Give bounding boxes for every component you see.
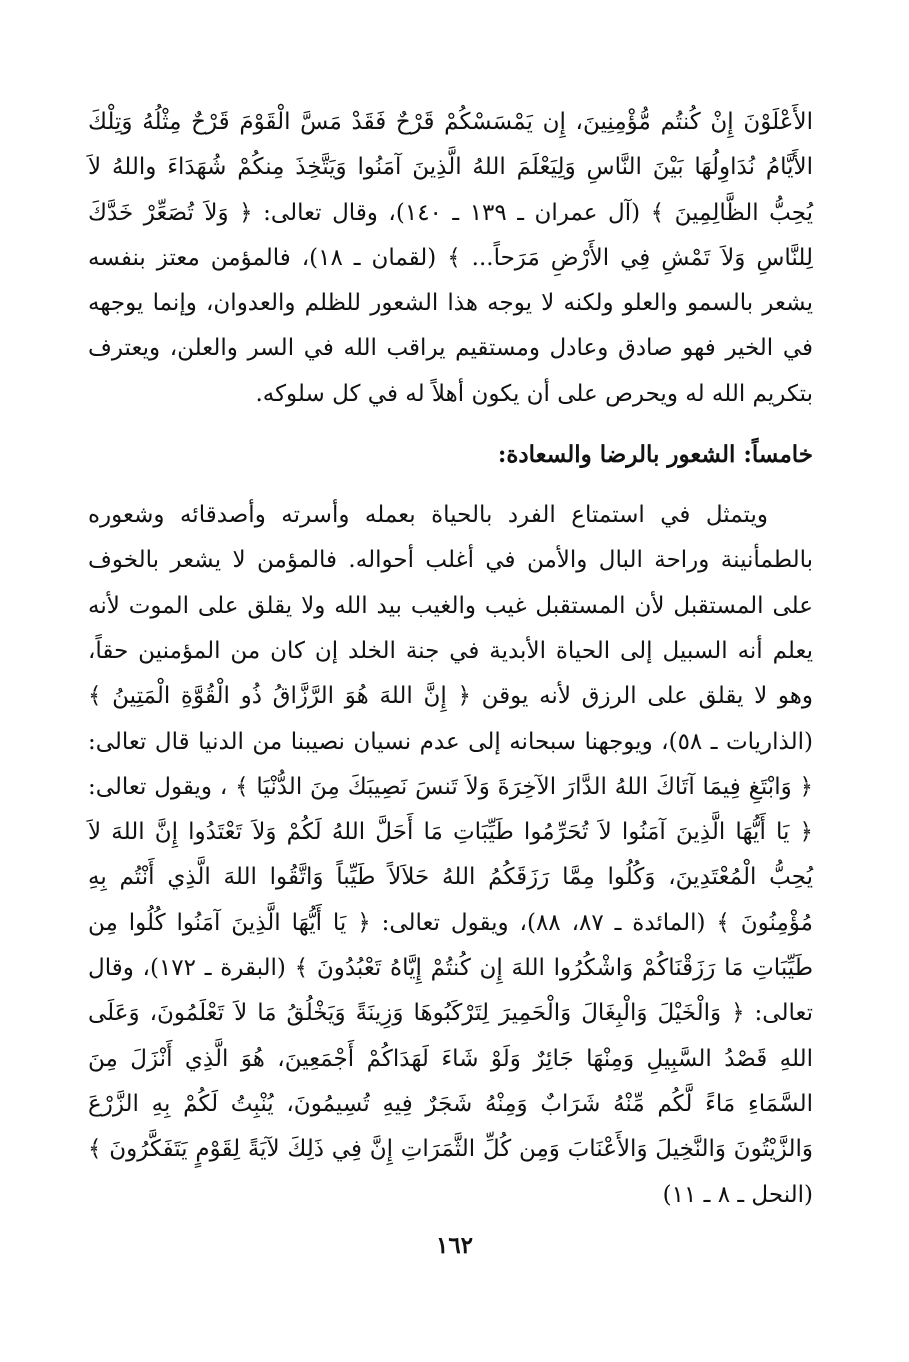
page-number: ١٦٢: [435, 1232, 474, 1259]
paragraph-satisfaction: ويتمثل في استمتاع الفرد بالحياة بعمله وأسرته وأصدقائه وشعوره بالطمأنينة وراحة البال والأمن في أغلب أحواله. فالمؤمن لا يشعر بالخوف على المستقبل لأن المستقبل غيب والغيب بيد الله ولا يقلق على الموت لأنه يعلم أنه السبيل إلى الحياة الأبدية في جنة الخلد إن كان من المؤمنين حقاً، وهو لا يقلق على الرزق لأنه يوقن ﴿ إِنَّ اللهَ هُوَ الرَّزَّاقُ ذُو الْقُوَّةِ الْمَتِينُ ﴾ (الذاريات ـ ٥٨)، ويوجهنا سبحانه إلى عدم نسيان نصيبنا من الدنيا قال تعالى: ﴿ وَابْتَغِ فِيمَا آتَاكَ اللهُ الدَّارَ الآخِرَةَ وَلاَ تَنسَ نَصِيبَكَ مِنَ الدُّنْيَا ﴾ ، ويقول تعالى: ﴿ يَا أَيُّهَا الَّذِينَ آمَنُوا لاَ تُحَرِّمُوا طَيِّبَاتِ مَا أَحَلَّ اللهُ لَكُمْ وَلاَ تَعْتَدُوا إِنَّ اللهَ لاَ يُحِبُّ الْمُعْتَدِينَ، وَكُلُوا مِمَّا رَزَقَكُمُ اللهُ حَلاَلاً طَيِّباً وَاتَّقُوا اللهَ الَّذِي أَنْتُم بِهِ مُؤْمِنُونَ ﴾ (المائدة ـ ٨٧، ٨٨)، ويقول تعالى: ﴿ يَا أَيُّهَا الَّذِينَ آمَنُوا كُلُوا مِن طَيِّبَاتِ مَا رَزَقْنَاكُمْ وَاشْكُرُوا اللهَ إِن كُنتُمْ إِيَّاهُ تَعْبُدُونَ ﴾ (البقرة ـ ١٧٢)، وقال تعالى: ﴿ وَالْخَيْلَ وَالْبِغَالَ وَالْحَمِيرَ لِتَرْكَبُوهَا وَزِينَةً وَيَخْلُقُ مَا لاَ تَعْلَمُونَ، وَعَلَى اللهِ قَصْدُ السَّبِيلِ وَمِنْهَا جَائِرٌ وَلَوْ شَاءَ لَهَدَاكُمْ أَجْمَعِينَ، هُوَ الَّذِي أَنْزَلَ مِنَ السَّمَاءِ مَاءً لَّكُم مِّنْهُ شَرَابٌ وَمِنْهُ شَجَرٌ فِيهِ تُسِيمُونَ، يُنْبِتُ لَكُمْ بِهِ الزَّرْعَ وَالزَّيْتُونَ وَالنَّخِيلَ وَالأَعْنَابَ وَمِن كُلِّ الثَّمَرَاتِ إِنَّ فِي ذَلِكَ لآيَةً لِقَوْمٍ يَتَفَكَّرُونَ ﴾ (النحل ـ ٨ ـ ١١): [88, 502, 814, 1208]
section-heading: خامساً: الشعور بالرضا والسعادة:: [497, 441, 813, 469]
page-body: [88, 100, 813, 1218]
paragraph-continued: الأَعْلَوْنَ إِنْ كُنتُم مُّؤْمِنِينَ، إِن يَمْسَسْكُمْ قَرْحٌ فَقَدْ مَسَّ الْقَوْمَ قَرْحٌ مِثْلُهُ وَتِلْكَ الأَيَّامُ نُدَاوِلُهَا بَيْنَ النَّاسِ وَلِيَعْلَمَ اللهُ الَّذِينَ آمَنُوا وَيَتَّخِذَ مِنكُمْ شُهَدَاءَ واللهُ لاَ يُحِبُّ الظَّالِمِينَ ﴾ (آل عمران ـ ١٣٩ ـ ١٤٠)، وقال تعالى: ﴿ وَلاَ تُصَعِّرْ خَدَّكَ لِلنَّاسِ وَلاَ تَمْشِ فِي الأَرْضِ مَرَحاً... ﴾ (لقمان ـ ١٨)، فالمؤمن معتز بنفسه يشعر بالسمو والعلو ولكنه لا يوجه هذا الشعور للظلم والعدوان، وإنما يوجهه في الخير فهو صادق وعادل ومستقيم يراقب الله في السر والعلن، ويعترف بتكريم الله له ويحرص على أن يكون أهلاً له في كل سلوكه.: [88, 109, 813, 407]
